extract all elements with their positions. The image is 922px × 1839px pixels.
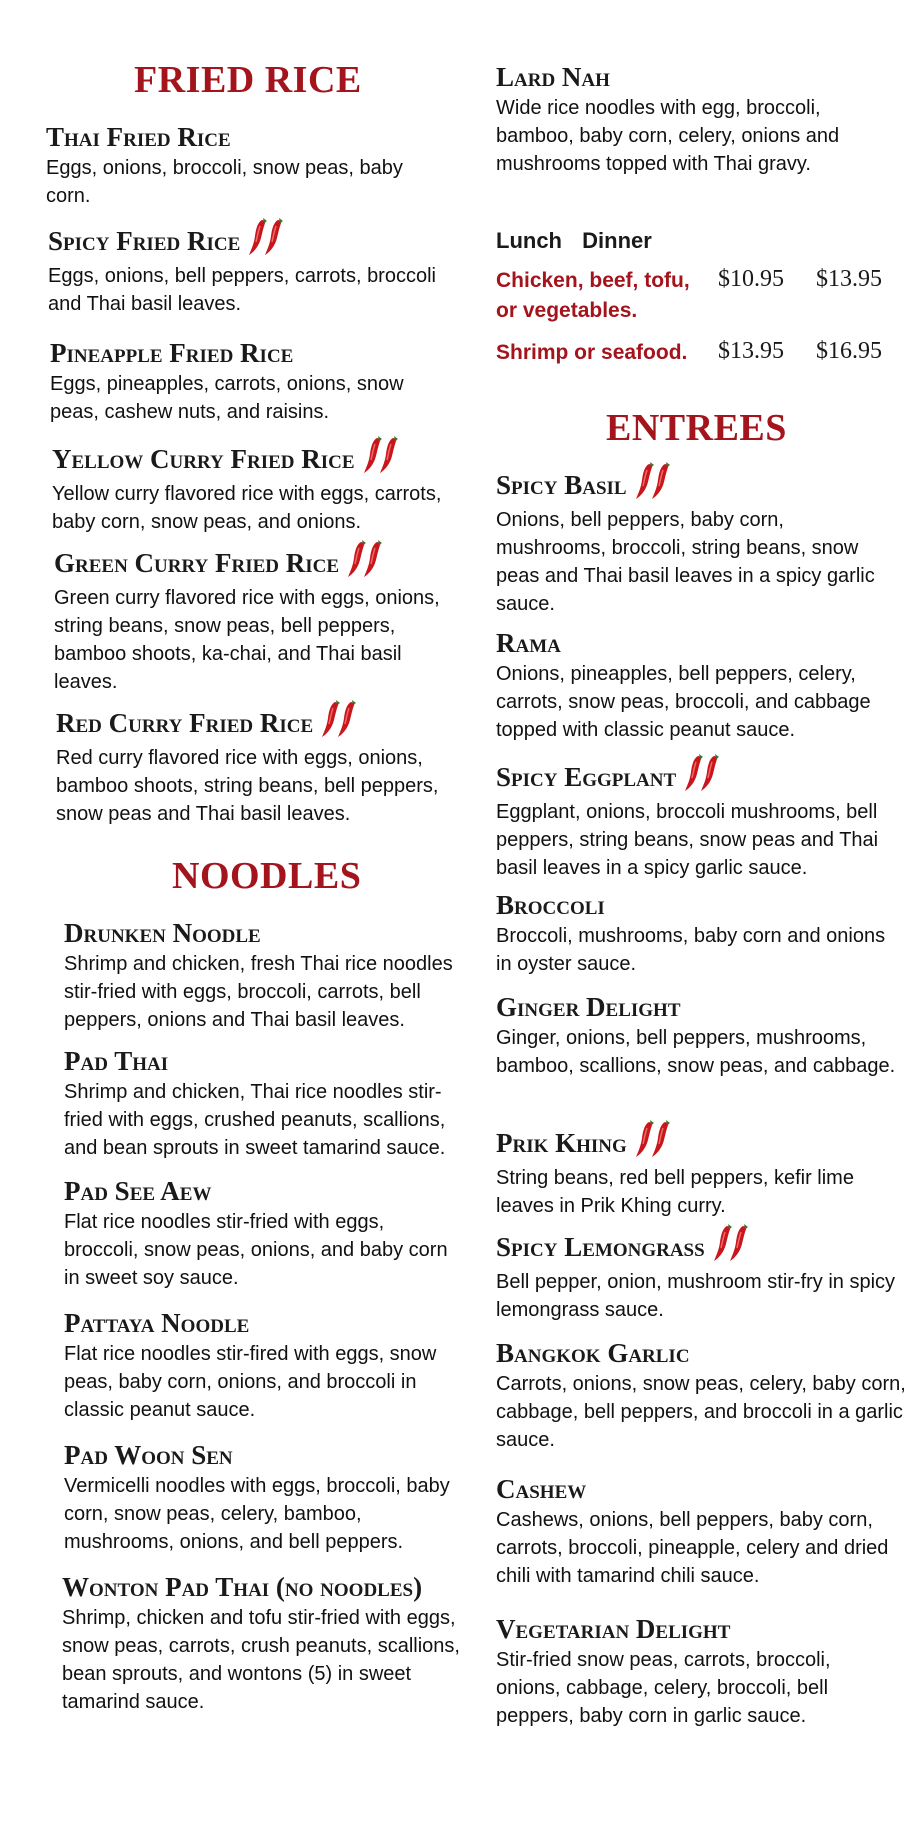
dinner-price: $13.95	[816, 266, 882, 292]
item-name: Spicy Basil	[496, 470, 627, 500]
menu-item-green-curry-fried-rice[interactable]	[54, 544, 464, 696]
item-name-row	[496, 1228, 896, 1266]
item-description: Flat rice noodles stir-fired with eggs, snow peas, baby corn, onions, and broccoli in classic peanut sauce.	[64, 1343, 437, 1421]
item-description: Onions, pineapples, bell peppers, celery, carrots, snow peas, broccoli, and cabbage topped with classic peanut sauce.	[496, 663, 871, 741]
item-description: Flat rice noodles stir-fried with eggs, broccoli, snow peas, onions, and baby corn in sweet soy sauce.	[64, 1211, 448, 1289]
menu-item-red-curry-fried-rice[interactable]	[56, 704, 466, 828]
menu-item-ginger-delight[interactable]	[496, 992, 896, 1080]
lunch-price: $10.95	[718, 266, 784, 292]
item-name: Rama	[496, 628, 561, 658]
menu-item-pad-woon-sen[interactable]	[64, 1440, 464, 1556]
chili-pepper-icon	[633, 1120, 673, 1158]
price-row-label: Shrimp or seafood.	[496, 341, 688, 364]
item-description: Carrots, onions, snow peas, celery, baby corn, cabbage, bell peppers, and broccoli in a garlic sauce.	[496, 1373, 906, 1451]
item-name: Pad Thai	[64, 1046, 169, 1076]
menu-item-spicy-lemongrass[interactable]	[496, 1228, 896, 1324]
item-description: Eggs, onions, bell peppers, carrots, broccoli and Thai basil leaves.	[48, 265, 436, 315]
chili-pepper-icon	[345, 540, 385, 578]
item-name: Pad See Aew	[64, 1176, 212, 1206]
item-description: Cashews, onions, bell peppers, baby corn, carrots, broccoli, pineapple, celery and dried chili with tamarind chili sauce.	[496, 1509, 889, 1587]
item-name: Spicy Eggplant	[496, 762, 677, 792]
item-name: Thai Fried Rice	[46, 122, 231, 152]
menu-item-broccoli[interactable]	[496, 890, 896, 978]
item-description: Broccoli, mushrooms, baby corn and onions in oyster sauce.	[496, 925, 886, 975]
price-row-label: Chicken, beef, tofu, or vegetables.	[496, 269, 690, 322]
item-description: Eggs, pineapples, carrots, onions, snow peas, cashew nuts, and raisins.	[50, 373, 404, 423]
menu-item-spicy-basil[interactable]	[496, 466, 896, 618]
price-row	[496, 338, 906, 398]
item-name-row	[496, 466, 896, 504]
item-name-row	[496, 758, 896, 796]
menu-item-pattaya-noodle[interactable]	[64, 1308, 464, 1424]
chili-pepper-icon	[361, 436, 401, 474]
item-name: Red Curry Fried Rice	[56, 708, 314, 738]
section-title-noodles: NOODLES	[172, 855, 362, 897]
item-description: Vermicelli noodles with eggs, broccoli, baby corn, snow peas, celery, bamboo, mushrooms, onions, and bell peppers.	[64, 1475, 450, 1553]
item-name: Ginger Delight	[496, 992, 681, 1022]
item-description: Green curry flavored rice with eggs, onions, string beans, snow peas, bell peppers, bamboo shoots, ka-chai, and Thai basil leaves.	[54, 587, 440, 693]
item-name: Cashew	[496, 1474, 587, 1504]
item-description: Bell pepper, onion, mushroom stir-fry in spicy lemongrass sauce.	[496, 1271, 896, 1321]
menu-item-spicy-fried-rice[interactable]	[48, 222, 468, 318]
item-name: Yellow Curry Fried Rice	[52, 444, 355, 474]
menu-item-thai-fried-rice[interactable]	[46, 122, 446, 210]
item-description: Eggs, onions, broccoli, snow peas, baby corn.	[46, 157, 403, 207]
price-row	[496, 266, 906, 326]
chili-pepper-icon	[633, 462, 673, 500]
item-name: Vegetarian Delight	[496, 1614, 731, 1644]
menu-item-pineapple-fried-rice[interactable]	[50, 338, 450, 426]
chili-pepper-icon	[682, 754, 722, 792]
item-name-row	[496, 1124, 896, 1162]
lunch-price: $13.95	[718, 338, 784, 364]
menu-item-prik-khing[interactable]	[496, 1124, 896, 1220]
item-description: Shrimp, chicken and tofu stir-fried with eggs, snow peas, carrots, crush peanuts, scallions, bean sprouts, and wontons (5) in sweet tamarind sauce.	[62, 1607, 460, 1713]
item-name: Lard Nah	[496, 62, 610, 92]
item-description: Shrimp and chicken, fresh Thai rice noodles stir-fried with eggs, broccoli, carrots, bell peppers, onions and Thai basil leaves.	[64, 953, 453, 1031]
item-description: Stir-fried snow peas, carrots, broccoli, onions, cabbage, celery, broccoli, bell peppers, baby corn in garlic sauce.	[496, 1649, 831, 1727]
menu-item-cashew[interactable]	[496, 1474, 906, 1590]
pricing-table	[496, 228, 906, 398]
menu-item-pad-thai[interactable]	[64, 1046, 474, 1162]
item-description: Ginger, onions, bell peppers, mushrooms, bamboo, scallions, snow peas, and cabbage.	[496, 1027, 896, 1077]
item-name: Green Curry Fried Rice	[54, 548, 340, 578]
menu-item-drunken-noodle[interactable]	[64, 918, 474, 1034]
menu-item-vegetarian-delight[interactable]	[496, 1614, 896, 1730]
lunch-column-label: Lunch	[496, 228, 562, 253]
menu-item-lard-nah[interactable]	[496, 62, 896, 178]
menu-item-bangkok-garlic[interactable]	[496, 1338, 906, 1454]
dinner-column-label: Dinner	[582, 228, 652, 253]
menu-item-spicy-eggplant[interactable]	[496, 758, 896, 882]
item-name: Prik Khing	[496, 1128, 627, 1158]
item-name: Bangkok Garlic	[496, 1338, 690, 1368]
section-title-fried-rice: FRIED RICE	[134, 59, 362, 101]
item-name: Spicy Lemongrass	[496, 1232, 705, 1262]
menu-item-pad-see-aew[interactable]	[64, 1176, 464, 1292]
item-name-row	[52, 440, 472, 478]
item-name: Pad Woon Sen	[64, 1440, 233, 1470]
chili-pepper-icon	[711, 1224, 751, 1262]
section-title-entrees: ENTREES	[606, 407, 787, 449]
item-name: Spicy Fried Rice	[48, 226, 241, 256]
item-name: Wonton Pad Thai (no noodles)	[62, 1572, 423, 1602]
item-name: Pineapple Fried Rice	[50, 338, 294, 368]
menu-item-rama[interactable]	[496, 628, 896, 744]
chili-pepper-icon	[246, 218, 286, 256]
menu-item-yellow-curry-fried-rice[interactable]	[52, 440, 472, 536]
item-description: Onions, bell peppers, baby corn, mushrooms, broccoli, string beans, snow peas and Thai basil leaves in a spicy garlic sauce.	[496, 509, 875, 615]
item-name-row	[56, 704, 466, 742]
item-name-row	[54, 544, 464, 582]
item-description: Wide rice noodles with egg, broccoli, bamboo, baby corn, celery, onions and mushrooms topped with Thai gravy.	[496, 97, 840, 175]
menu-item-wonton-pad-thai[interactable]	[62, 1572, 472, 1716]
item-name: Broccoli	[496, 890, 605, 920]
item-name: Drunken Noodle	[64, 918, 261, 948]
item-name: Pattaya Noodle	[64, 1308, 250, 1338]
item-name-row	[48, 222, 468, 260]
item-description: Eggplant, onions, broccoli mushrooms, bell peppers, string beans, snow peas and Thai basil leaves in a spicy garlic sauce.	[496, 801, 879, 879]
item-description: String beans, red bell peppers, kefir lime leaves in Prik Khing curry.	[496, 1167, 854, 1217]
item-description: Red curry flavored rice with eggs, onions, bamboo shoots, string beans, bell peppers, snow peas and Thai basil leaves.	[56, 747, 439, 825]
chili-pepper-icon	[319, 700, 359, 738]
dinner-price: $16.95	[816, 338, 882, 364]
item-description: Yellow curry flavored rice with eggs, carrots, baby corn, snow peas, and onions.	[52, 483, 442, 533]
pricing-header	[496, 228, 906, 254]
item-description: Shrimp and chicken, Thai rice noodles stir-fried with eggs, crushed peanuts, scallions, and bean sprouts in sweet tamarind sauce.	[64, 1081, 446, 1159]
